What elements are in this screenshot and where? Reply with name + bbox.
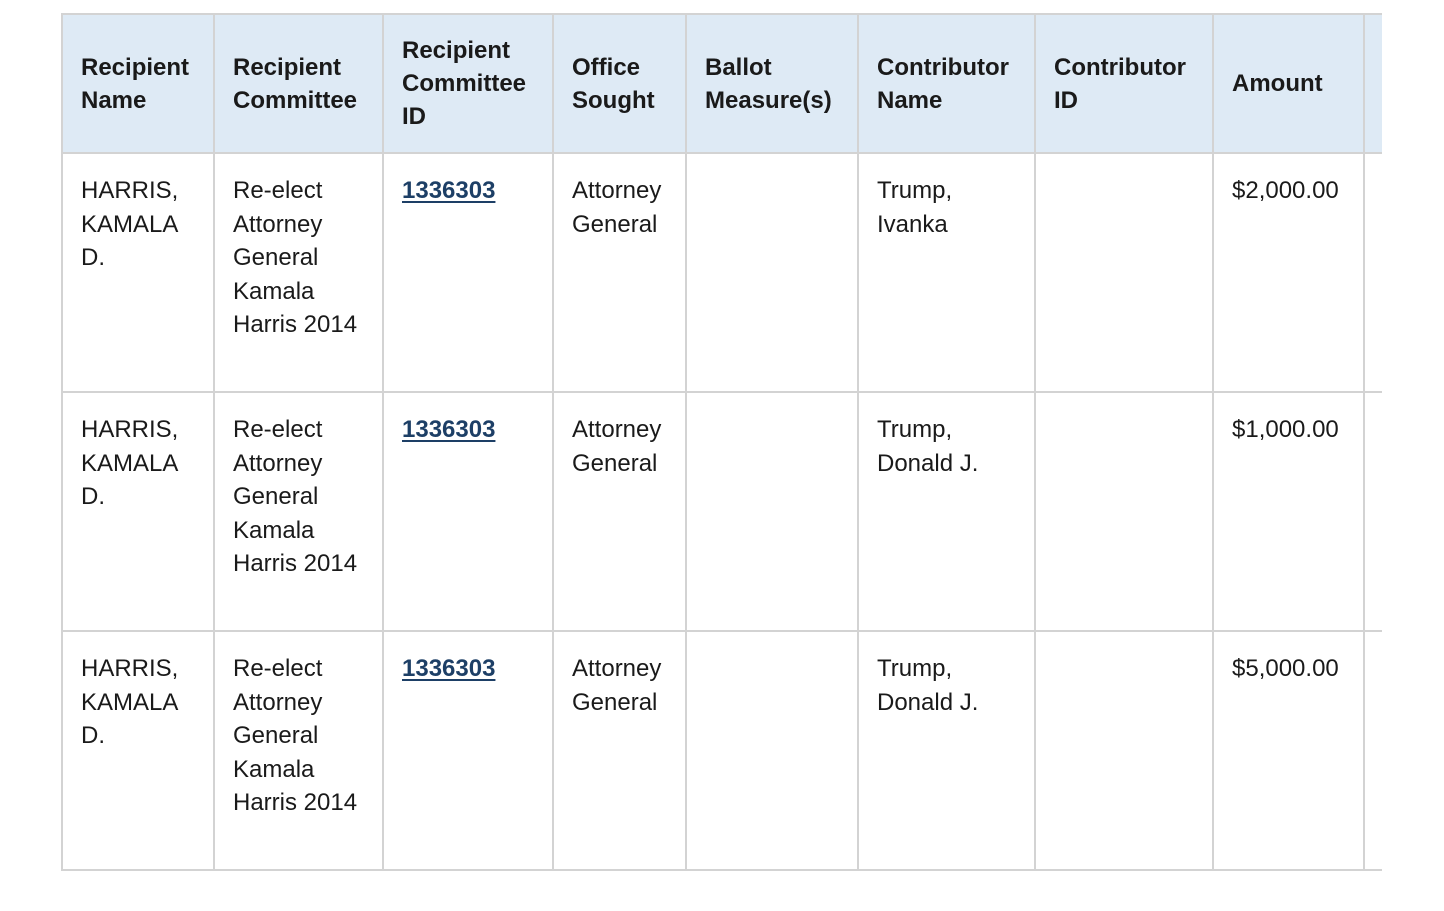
- cell-office-sought: Attorney General: [553, 392, 686, 631]
- cell-office-sought: Attorney General: [553, 153, 686, 392]
- cell-contributor-id: [1035, 153, 1213, 392]
- cell-contributor-id: [1035, 392, 1213, 631]
- cell-contributor-id: [1035, 631, 1213, 870]
- header-row: [62, 14, 1382, 153]
- cell-overflow: [1364, 392, 1382, 631]
- cell-amount: $1,000.00: [1213, 392, 1364, 631]
- cell-recipient-name: HARRIS, KAMALA D.: [62, 153, 214, 392]
- committee-id-link[interactable]: 1336303: [402, 177, 496, 204]
- cell-overflow: [1364, 631, 1382, 870]
- cell-contributor-name: Trump, Ivanka: [858, 153, 1035, 392]
- cell-amount: $2,000.00: [1213, 153, 1364, 392]
- cell-contributor-name: Trump, Donald J.: [858, 392, 1035, 631]
- cell-recipient-committee-id: [383, 631, 553, 870]
- cell-recipient-committee: Re-elect Attorney General Kamala Harris 2014: [214, 392, 383, 631]
- cell-ballot-measures: [686, 392, 858, 631]
- cell-recipient-committee: Re-elect Attorney General Kamala Harris 2014: [214, 631, 383, 870]
- cell-recipient-committee: Re-elect Attorney General Kamala Harris 2014: [214, 153, 383, 392]
- header-overflow-column: [1364, 14, 1382, 153]
- header-contributor-name: Contributor Name: [858, 14, 1035, 153]
- cell-office-sought: Attorney General: [553, 631, 686, 870]
- table-row: [62, 392, 1382, 631]
- cell-amount: $5,000.00: [1213, 631, 1364, 870]
- table-row: [62, 631, 1382, 870]
- contributions-table: [61, 13, 1382, 871]
- cell-recipient-committee-id: [383, 153, 553, 392]
- cell-recipient-name: HARRIS, KAMALA D.: [62, 392, 214, 631]
- header-contributor-id: Contributor ID: [1035, 14, 1213, 153]
- cell-contributor-name: Trump, Donald J.: [858, 631, 1035, 870]
- table-header: [62, 14, 1382, 153]
- table-body: [62, 153, 1382, 870]
- contributions-table-container: [61, 13, 1382, 871]
- cell-recipient-name: HARRIS, KAMALA D.: [62, 631, 214, 870]
- header-office-sought: Office Sought: [553, 14, 686, 153]
- header-recipient-committee-id: Recipient Committee ID: [383, 14, 553, 153]
- table-row: [62, 153, 1382, 392]
- cell-overflow: [1364, 153, 1382, 392]
- cell-ballot-measures: [686, 153, 858, 392]
- header-ballot-measures: Ballot Measure(s): [686, 14, 858, 153]
- cell-ballot-measures: [686, 631, 858, 870]
- cell-recipient-committee-id: [383, 392, 553, 631]
- header-amount: Amount: [1213, 14, 1364, 153]
- committee-id-link[interactable]: 1336303: [402, 655, 496, 682]
- header-recipient-committee: Recipient Committee: [214, 14, 383, 153]
- committee-id-link[interactable]: 1336303: [402, 416, 496, 443]
- header-recipient-name: Recipient Name: [62, 14, 214, 153]
